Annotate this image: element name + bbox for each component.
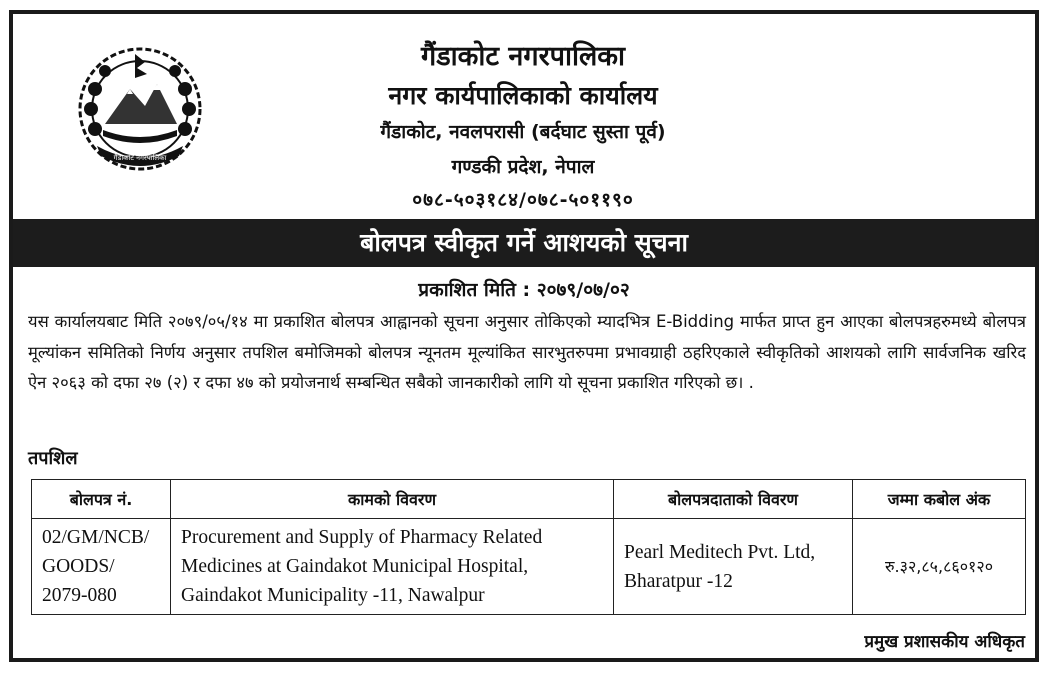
notice-frame — [9, 10, 1039, 662]
office-phone: ०७८-५०३१८४/०७८-५०११९० — [412, 189, 634, 211]
cell-bidder: Pearl Meditech Pvt. Ltd, Bharatpur -12 — [614, 519, 853, 615]
published-date: २०७९/०७/०२ — [536, 279, 630, 301]
bid-table — [31, 479, 1026, 615]
published-date-line — [13, 276, 1035, 302]
cell-bid-no: 02/GM/NCB/ GOODS/ 2079-080 — [32, 519, 171, 615]
office-subtitle: नगर कार्यपालिकाको कार्यालय — [388, 81, 658, 110]
nepal-emblem-icon — [75, 44, 205, 174]
notice-title-banner — [13, 219, 1035, 267]
emblem-caption: गैंडाकोट नगरपालिका — [113, 154, 167, 162]
notice-header — [13, 14, 1035, 219]
table-header-row — [32, 480, 1026, 519]
col-amount: जम्मा कबोल अंक — [853, 480, 1026, 519]
cell-amount: रु.३२,८५,८६०१२० — [853, 519, 1026, 615]
published-label: प्रकाशित मिति : — [418, 279, 531, 301]
col-work: कामको विवरण — [171, 480, 614, 519]
signature: प्रमुख प्रशासकीय अधिकृत — [864, 632, 1025, 652]
office-address: गैंडाकोट, नवलपरासी (बर्दघाट सुस्ता पूर्व) — [380, 121, 666, 143]
office-name: गैंडाकोट नगरपालिका — [421, 41, 625, 72]
cell-work: Procurement and Supply of Pharmacy Related Medicines at Gaindakot Municipal Hospital, Gaindakot Municipality -11, Nawalpur — [171, 519, 614, 615]
notice-body: यस कार्यालयबाट मिति २०७९/०५/१४ मा प्रकाशित बोलपत्र आह्वानको सूचना अनुसार तोकिएको म्यादभित्र E-Bidding मार्फत प्राप्त हुन आएका बोलपत्रहरुमध्ये बोलपत्र मूल्यांकन समितिको निर्णय अनुसार तपशिल बमोजिमको बोलपत्र न्यूनतम मूल्यांकित सारभुतरुपमा प्रभावग्राही ठहरिएकाले स्वीकृतिको आशयको लागि सार्वजनिक खरिद ऐन २०६३ को दफा २७ (२) र दफा ४७ को प्रयोजनार्थ सम्बन्धित सबैको जानकारीको लागि यो सूचना प्रकाशित गरिएको छ। . — [28, 312, 1026, 392]
table-row — [32, 519, 1026, 615]
notice-title: बोलपत्र स्वीकृत गर्ने आशयको सूचना — [360, 228, 688, 257]
office-province: गण्डकी प्रदेश, नेपाल — [451, 156, 595, 178]
col-bidder: बोलपत्रदाताको विवरण — [614, 480, 853, 519]
col-bid-no: बोलपत्र नं. — [32, 480, 171, 519]
details-label: तपशिल — [28, 448, 78, 469]
